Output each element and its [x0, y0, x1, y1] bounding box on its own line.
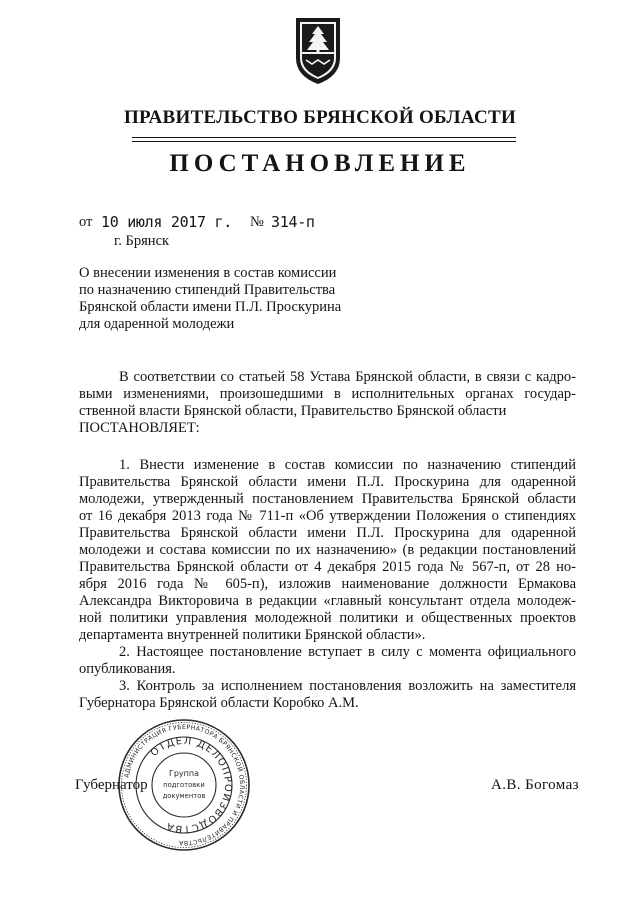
subject-line: О внесении изменения в состав комиссии [79, 265, 337, 281]
subject-line: по назначению стипендий Правительства [79, 282, 336, 298]
body-line: молодежи и состава комиссии по их назначению» (в редакции постановлений [79, 542, 576, 558]
title-divider-top [132, 137, 516, 138]
body-line: молодежи, утвержденный постановлением Правительства Брянской области [79, 491, 576, 507]
body-line: Правительства Брянской области от 4 декабря 2015 года № 567-п, от 28 но- [79, 559, 576, 575]
body-line: от 16 декабря 2013 года № 711-п «Об утверждении Положения о стипендиях [79, 508, 576, 524]
number-prefix: № [250, 214, 264, 230]
body-line: 3. Контроль за исполнением постановления возложить на заместителя [119, 678, 576, 694]
seal-outer-text: АДМИНИСТРАЦИЯ ГУБЕРНАТОРА БРЯНСКОЙ ОБЛАСТИ И ПРАВИТЕЛЬСТВА [123, 723, 246, 847]
document-number: 314-п [271, 213, 315, 231]
body-line: выми изменениями, произошедшими в исполнительных органах государ- [79, 386, 576, 402]
body-line: Губернатора Брянской области Коробко А.М. [79, 695, 359, 711]
body-line: опубликования. [79, 661, 176, 677]
title-divider-bottom [132, 141, 516, 142]
body-line: ной политики управления молодежной политики и общественных проектов [79, 610, 576, 626]
body-line: 1. Внести изменение в состав комиссии по назначению стипендий [119, 457, 576, 473]
body-line: 2. Настоящее постановление вступает в силу с момента официального [119, 644, 576, 660]
body-line: Александра Викторовича в редакции «главный консультант отдела молодеж- [79, 593, 576, 609]
subject-line: для одаренной молодежи [79, 316, 235, 332]
official-seal-stamp [116, 718, 252, 852]
signer-position: Губернатор [75, 777, 148, 793]
subject-line: Брянской области имени П.Л. Проскурина [79, 299, 342, 315]
date-prefix: от [79, 214, 93, 230]
seal-inner-text: ОТДЕЛ ДЕЛОПРОИЗВОДСТВА [148, 735, 234, 835]
coat-of-arms-emblem [290, 14, 346, 86]
document-date: 10 июля 2017 г. [101, 213, 232, 231]
signer-name: А.В. Богомаз [491, 777, 579, 793]
seal-center-line: документов [162, 792, 206, 800]
seal-center-line: подготовки [163, 781, 205, 789]
body-line: департамента внутренней политики Брянской области». [79, 627, 426, 643]
body-line: В соответствии со статьей 58 Устава Брянской области, в связи с кадро- [119, 369, 576, 385]
government-title: ПРАВИТЕЛЬСТВО БРЯНСКОЙ ОБЛАСТИ [123, 107, 517, 128]
body-line: Правительства Брянской области имени П.Л. Проскурина для одаренной [79, 525, 576, 541]
body-line: ПОСТАНОВЛЯЕТ: [79, 420, 200, 436]
document-type-heading: ПОСТАНОВЛЕНИЕ [169, 150, 471, 177]
document-city: г. Брянск [114, 233, 170, 249]
seal-center-line: Группа [168, 769, 200, 778]
body-line: ственной власти Брянской области, Правительство Брянской области [79, 403, 507, 419]
body-line: ября 2016 года № 605-п), изложив наименование должности Ермакова [79, 576, 576, 592]
body-line: Правительства Брянской области имени П.Л. Проскурина для одаренной [79, 474, 576, 490]
